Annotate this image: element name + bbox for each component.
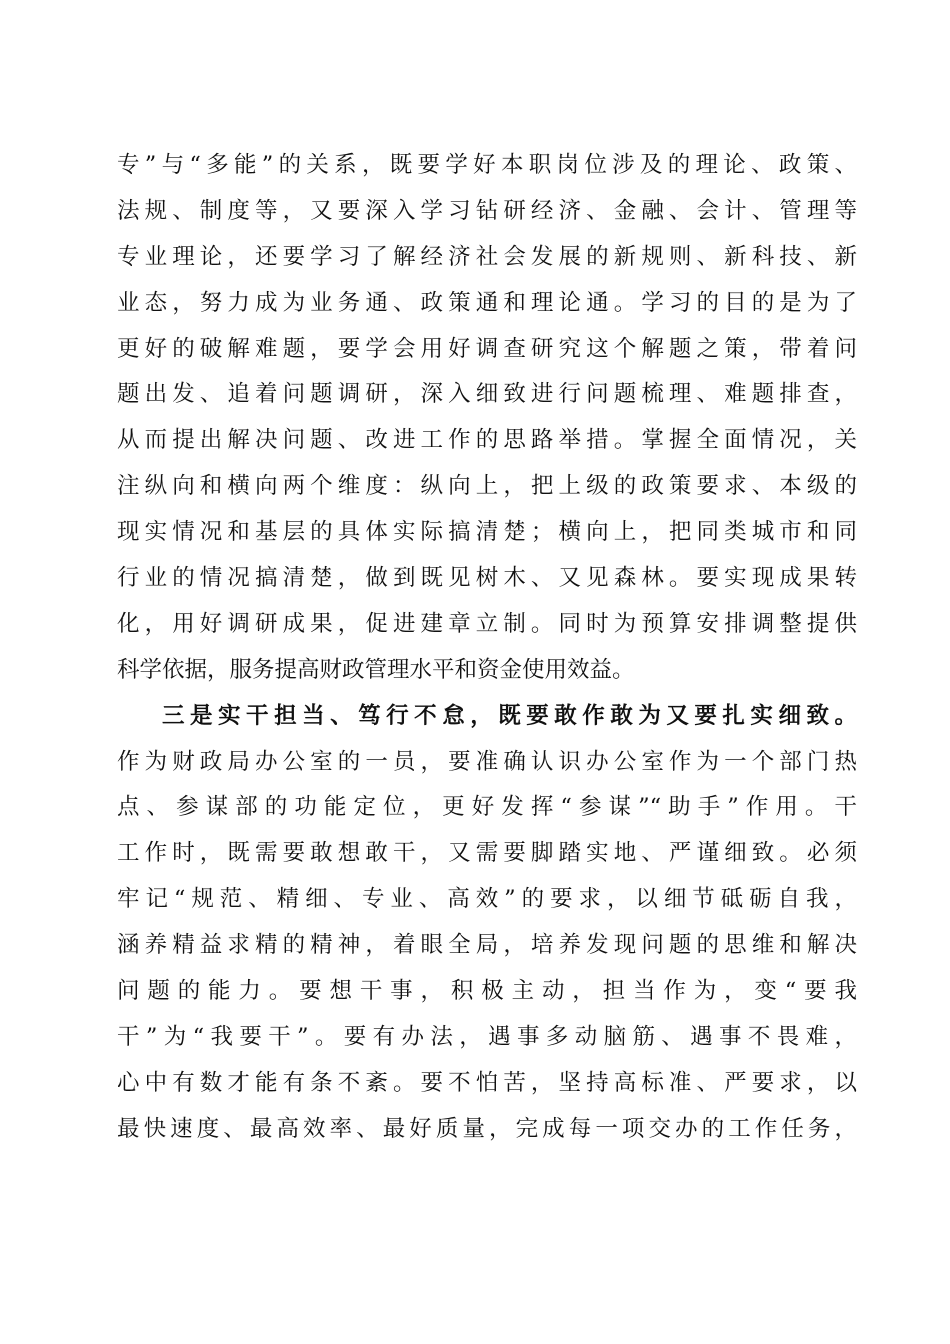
text-line: 工作时，既需要敢想敢干，又需要脚踏实地、严谨细致。必须 [117, 840, 857, 867]
text-line: 问题的能力。要想干事，积极主动，担当作为，变“要我 [117, 978, 857, 1005]
text-line: 从而提出解决问题、改进工作的思路举措。掌握全面情况，关 [117, 427, 857, 454]
text-line: 点、参谋部的功能定位，更好发挥“参谋”“助手”作用。干 [117, 794, 857, 821]
text-line: 专”与“多能”的关系，既要学好本职岗位涉及的理论、政策、 [117, 152, 857, 178]
text-line: 牢记“规范、精细、专业、高效”的要求，以细节砥砺自我， [117, 886, 857, 913]
text-line: 更好的破解难题，要学会用好调查研究这个解题之策，带着问 [117, 335, 857, 362]
text-line: 业态，努力成为业务通、政策通和理论通。学习的目的是为了 [117, 289, 857, 316]
text-line: 行业的情况搞清楚，做到既见树木、又见森林。要实现成果转 [117, 565, 857, 592]
text-line: 化，用好调研成果，促进建章立制。同时为预算安排调整提供 [117, 610, 857, 637]
section-heading: 三是实干担当、笃行不怠，既要敢作敢为又要扎实细致。 [162, 702, 857, 729]
text-line: 作为财政局办公室的一员，要准确认识办公室作为一个部门热 [117, 748, 857, 775]
text-line: 现实情况和基层的具体实际搞清楚；横向上，把同类城市和同 [117, 519, 857, 546]
text-line: 干”为“我要干”。要有办法，遇事多动脑筋、遇事不畏难， [117, 1023, 857, 1050]
text-line: 最快速度、最高效率、最好质量，完成每一项交办的工作任务， [117, 1115, 857, 1142]
text-line: 题出发、追着问题调研，深入细致进行问题梳理、难题排查， [117, 381, 857, 408]
text-line: 涵养精益求精的精神，着眼全局，培养发现问题的思维和解决 [117, 932, 857, 959]
text-line: 心中有数才能有条不紊。要不怕苦，坚持高标准、严要求，以 [117, 1069, 857, 1096]
body-text [117, 143, 857, 1153]
text-line: 法规、制度等，又要深入学习钻研经济、金融、会计、管理等 [117, 197, 857, 224]
text-line: 科学依据，服务提高财政管理水平和资金使用效益。 [117, 656, 635, 683]
text-line: 专业理论，还要学习了解经济社会发展的新规则、新科技、新 [117, 243, 857, 270]
text-line: 注纵向和横向两个维度：纵向上，把上级的政策要求、本级的 [117, 473, 857, 500]
